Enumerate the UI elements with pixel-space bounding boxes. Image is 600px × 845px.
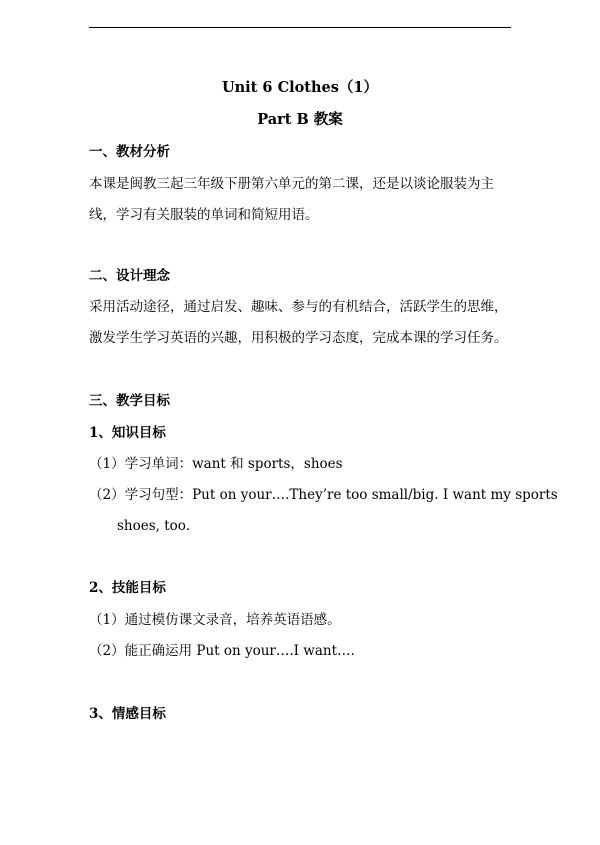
- list-item: （2）学习句型：Put on your….They’re too small/big. I want my sports: [89, 487, 558, 503]
- paragraph-line: 线，学习有关服装的单词和简短用语。: [89, 207, 319, 223]
- header-rule: [89, 27, 511, 28]
- list-item-continuation: shoes, too.: [117, 518, 190, 534]
- section-heading-teaching-goals: 三、教学目标: [89, 393, 170, 409]
- paragraph-line: 激发学生学习英语的兴趣，用积极的学习态度，完成本课的学习任务。: [89, 330, 508, 346]
- section-heading-design-concept: 二、设计理念: [89, 268, 170, 284]
- list-item: （2）能正确运用 Put on your….I want….: [89, 643, 355, 659]
- list-item: （1）通过模仿课文录音，培养英语语感。: [89, 612, 341, 628]
- paragraph-line: 本课是闽教三起三年级下册第六单元的第二课，还是以谈论服装为主: [89, 176, 494, 192]
- subsection-heading-skill-goals: 2、技能目标: [89, 580, 166, 596]
- subsection-heading-emotional-goals: 3、情感目标: [89, 706, 166, 722]
- paragraph-line: 采用活动途径，通过启发、趣味、参与的有机结合，活跃学生的思维，: [89, 299, 508, 315]
- document-subtitle: Part B 教案: [257, 111, 343, 128]
- section-heading-textbook-analysis: 一、教材分析: [89, 144, 170, 160]
- subsection-heading-knowledge-goals: 1、知识目标: [89, 425, 166, 441]
- document-title: Unit 6 Clothes（1）: [221, 79, 379, 96]
- list-item: （1）学习单词：want 和 sports，shoes: [89, 456, 343, 472]
